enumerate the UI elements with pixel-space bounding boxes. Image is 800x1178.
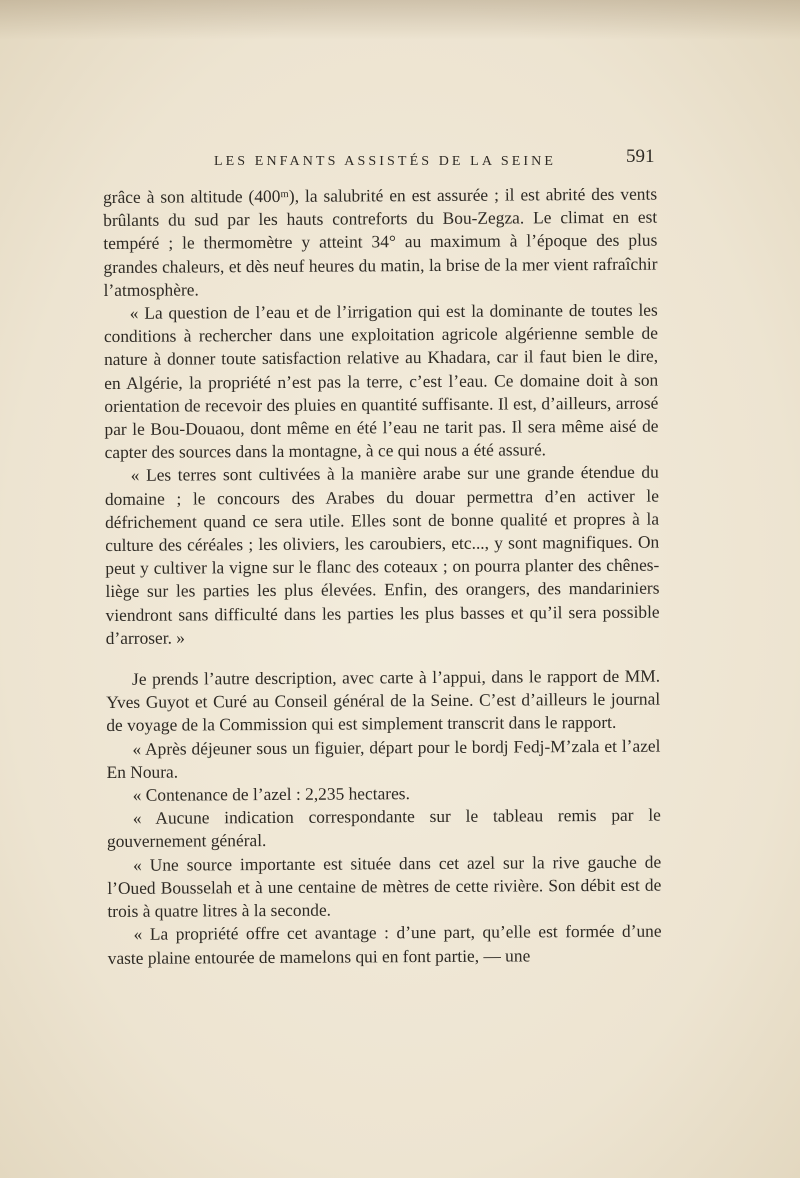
paragraph-5: « Après déjeuner sous un figuier, départ pour le bordj Fedj-M’zala et l’azel En Noura.	[106, 735, 661, 782]
paragraph-3: « Les terres sont cultivées à la manière arabe sur une grande étendue du domaine ; le concours des Arabes du douar permettra d’en activer le défrichement quand ce sera utile. Elles sont de bonne qualité et propres à la culture des céréales ; les oliviers, les caroubiers, etc..., y sont magnifiques. On peut y cultiver la vigne sur le flanc des coteaux ; on pourra planter des chênes-liège sur les parties les plus élevées. Enfin, des orangers, des mandariniers viendront sans difficulté dans les parties les plus basses et qu’il sera possible d’arroser. »	[104, 462, 660, 648]
paragraph-8: « Une source importante est située dans cet azel sur la rive gauche de l’Oued Bousselah et à une centaine de mètres de cette rivière. Son débit est de trois à quatre litres à la seconde.	[107, 851, 662, 922]
page-header	[0, 146, 800, 178]
body-text	[103, 183, 662, 970]
paragraph-4: Je prends l’autre description, avec carte à l’appui, dans le rapport de MM. Yves Guyot et Curé au Conseil général de la Seine. C’est d’ailleurs le journal de voyage de la Commission qui est simplement transcrit dans le rapport.	[106, 665, 661, 736]
page-edge-shadow	[0, 0, 800, 40]
paragraph-9: « La propriété offre cet avantage : d’une part, qu’elle est formée d’une vaste plaine entourée de mamelons qui en font partie, — une	[107, 920, 662, 968]
page-number: 591	[626, 146, 655, 167]
paragraph-6: « Contenance de l’azel : 2,235 hectares.	[132, 783, 410, 805]
paragraph-2: « La question de l’eau et de l’irrigation qui est la dominante de toutes les conditions à rechercher dans une exploitation agricole algérienne semble de nature à donner toute satisfaction relative au Khadara, car il faut bien le dire, en Algérie, la propriété n’est pas la terre, c’est l’eau. Ce domaine doit à son orientation de recevoir des pluies en quantité suffisante. Il est, d’ailleurs, arrosé par le Bou-Douaou, dont même en été l’eau ne tarit pas. Il sera même aisé de capter des sources dans la montagne, à ce qui nous a été assuré.	[103, 299, 659, 463]
paragraph-1: grâce à son altitude (400ᵐ), la salubrité en est assurée ; il est abrité des vents brûlants du sud par les hauts contreforts du Bou-Zegza. Le climat en est tempéré ; le thermomètre y atteint 34° au maximum à l’époque des plus grandes chaleurs, et dès neuf heures du matin, la brise de la mer vient rafraîchir l’atmosphère.	[103, 183, 658, 300]
running-title: LES ENFANTS ASSISTÉS DE LA SEINE	[214, 154, 557, 169]
paragraph-7: « Aucune indication correspondante sur le tableau remis par le gouvernement général.	[106, 804, 661, 852]
